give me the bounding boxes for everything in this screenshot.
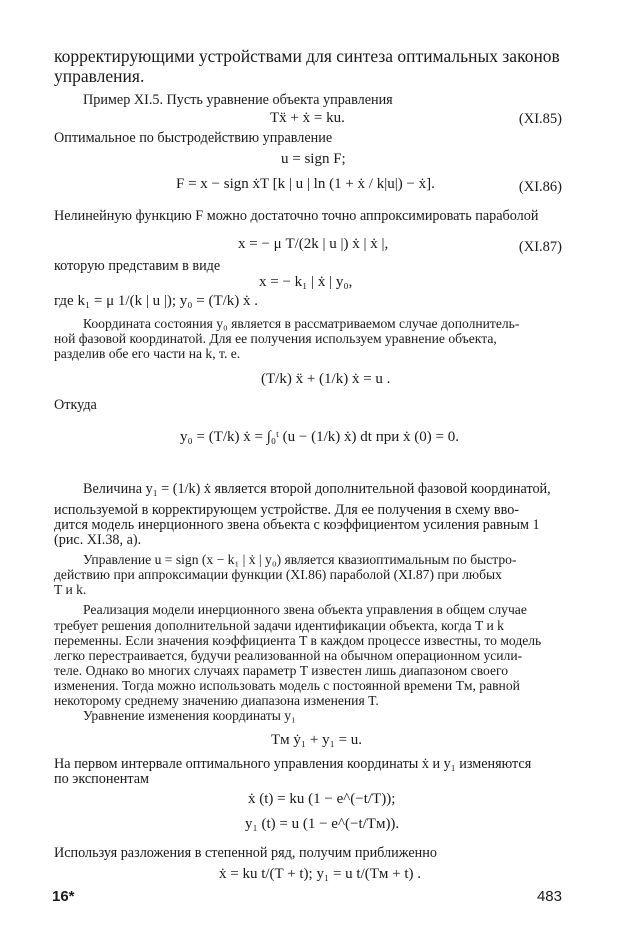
text-line: Координата состояния y₀ является в рассматриваемом случае дополнитель- xyxy=(83,316,520,331)
text-line: которую представим в виде xyxy=(54,258,221,274)
text-line: Реализация модели инерционного звена объекта управления в общем случае xyxy=(83,602,527,617)
text-line: теле. Однако во многих случаях параметр T известен лишь диапазоном своего xyxy=(54,663,509,678)
equation-number: (XI.87) xyxy=(518,239,562,255)
page-number: 483 xyxy=(536,888,562,905)
equation-number: (XI.86) xyxy=(518,179,562,195)
text-line: Управление u = sign (x − k₁ | ẋ | y₀) является квазиоптимальным по быстро- xyxy=(83,552,517,567)
equation: y₁ (t) = u (1 − e^(−t/Tм)). xyxy=(245,816,400,832)
text-line: На первом интервале оптимального управления координаты ẋ и y₁ изменяются xyxy=(54,756,532,772)
equation: F = x − sign ẋT [k | u | ln (1 + ẋ / k|u|) − ẋ]. xyxy=(176,176,435,192)
text-line: переменны. Если значения коэффициента T в каждом процессе известны, то модель xyxy=(54,633,542,648)
text-line: некоторому среднему значению диапазона изменения T. xyxy=(54,693,379,708)
text-line: требует решения дополнительной задачи идентификации объекта, когда T и k xyxy=(54,618,504,633)
text-line: ной фазовой координатой. Для ее получения используем уравнение объекта, xyxy=(54,331,497,346)
equation: y₀ = (T/k) ẋ = ∫₀ᵗ (u − (1/k) ẋ) dt при ẋ (0) = 0. xyxy=(180,429,459,445)
text-line: Нелинейную функцию F можно достаточно точно аппроксимировать параболой xyxy=(54,208,539,224)
text-line: изменения. Тогда можно использовать модель с постоянной времени Tм, равной xyxy=(54,678,520,693)
equation: x = − μ T/(2k | u |) ẋ | ẋ |, xyxy=(238,236,389,252)
text-line: разделив обе его части на k, т. е. xyxy=(54,346,241,361)
equation: где k₁ = μ 1/(k | u |); y₀ = (T/k) ẋ . xyxy=(54,293,259,309)
equation-number: (XI.85) xyxy=(518,111,562,127)
signature-mark: 16* xyxy=(52,888,75,905)
equation: u = sign F; xyxy=(281,151,346,167)
text-line: Величина y₁ = (1/k) ẋ является второй дополнительной фазовой координатой, xyxy=(83,481,551,497)
text-line: используемой в корректирующем устройстве. Для ее получения в схему вво- xyxy=(54,502,520,518)
text-line: T и k. xyxy=(54,582,87,597)
text-line: Уравнение изменения координаты y₁ xyxy=(83,708,296,723)
equation: (T/k) ẍ + (1/k) ẋ = u . xyxy=(261,371,391,387)
equation: Tм ẏ₁ + y₁ = u. xyxy=(271,732,363,748)
equation: Tẍ + ẋ = ku. xyxy=(270,110,345,126)
text-line: управления. xyxy=(54,66,145,86)
text-line: по экспонентам xyxy=(54,771,149,787)
equation: x = − k₁ | ẋ | y₀, xyxy=(259,274,353,290)
text-line: (рис. XI.38, а). xyxy=(54,532,142,548)
text-line: Откуда xyxy=(54,397,97,413)
text-line: корректирующими устройствами для синтеза оптимальных законов xyxy=(54,46,560,66)
text-line: действию при аппроксимации функции (XI.86) параболой (XI.87) при любых xyxy=(54,567,502,582)
text-line: дится модель инерционного звена объекта с коэффициентом усиления равным 1 xyxy=(54,517,540,533)
text-line: Используя разложения в степенной ряд, получим приближенно xyxy=(54,845,437,861)
example-heading: Пример XI.5. Пусть уравнение объекта управления xyxy=(83,92,393,108)
equation: ẋ = ku t/(T + t); y₁ = u t/(Tм + t) . xyxy=(219,866,422,882)
text-line: Оптимальное по быстродействию управление xyxy=(54,130,333,146)
equation: ẋ (t) = ku (1 − e^(−t/T)); xyxy=(248,791,396,807)
text-line: легко перестраивается, будучи реализованной на обычном операционном усили- xyxy=(54,648,523,663)
